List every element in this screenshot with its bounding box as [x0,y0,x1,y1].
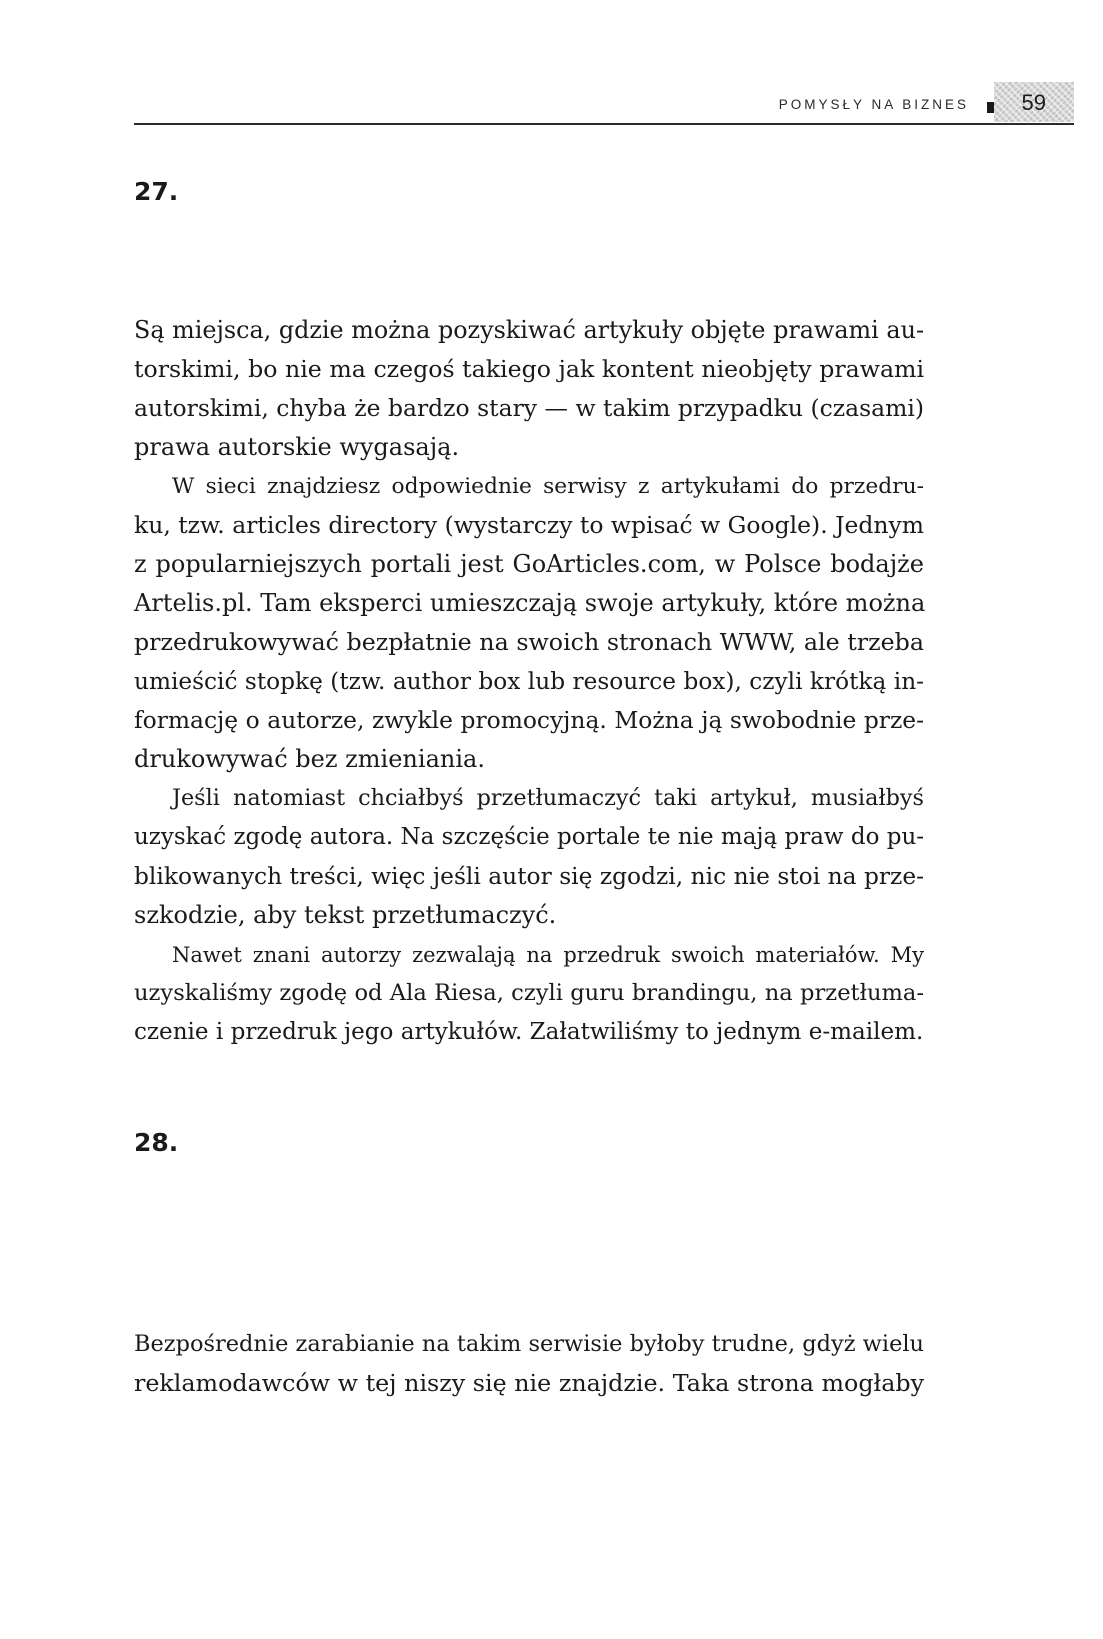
answer-27-paragraph-2 [134,467,924,779]
question-line [134,1161,954,1197]
answer-27-paragraph-3 [134,779,924,935]
text-line: umieścić stopkę (tzw. author box lub resource box), czyli krótką in- [134,668,924,695]
page-number: 59 [1021,90,1046,115]
text-line: czenie i przedruk jego artykułów. Załatwiliśmy to jednym e-mailem. [134,1019,924,1045]
text-line: Bezpośrednie zarabianie na takim serwisie byłoby trudne, gdyż wielu [134,1331,924,1357]
text-line: torskimi, bo nie ma czegoś takiego jak kontent nieobjęty prawami [134,355,924,383]
header-rule [134,123,1074,125]
text-line: z popularniejszych portali jest GoArticles.com, w Polsce bodajże [134,550,924,578]
text-line: uzyskaliśmy zgodę od Ala Riesa, czyli guru brandingu, na przetłuma- [134,980,924,1006]
text-line: autorskimi, chyba że bardzo stary — w takim przypadku (czasami) [134,394,924,422]
text-line: Jeśli natomiast chciałbyś przetłumaczyć taki artykuł, musiałbyś [172,785,924,811]
question-line [134,1269,954,1305]
question-line [134,1233,954,1269]
text-line: Artelis.pl. Tam eksperci umieszczają swoje artykuły, które można [134,589,926,617]
text-line: Są miejsca, gdzie można pozyskiwać artykuły objęte prawami au- [134,316,924,344]
text-line: reklamodawców w tej niszy się nie znajdzie. Taka strona mogłaby [134,1369,924,1397]
question-line [134,246,954,282]
question-27-heading [134,174,954,318]
text-line: ku, tzw. articles directory (wystarczy to wpisać w Google). Jednym [134,511,924,539]
text-line: przedrukowywać bezpłatnie na swoich stronach WWW, ale trzeba [134,628,924,656]
question-number: 28. [134,1128,179,1157]
text-line: prawa autorskie wygasają. [134,433,460,461]
answer-28-paragraph-1 [134,1325,924,1403]
running-header [134,80,1074,126]
question-number: 27. [134,177,179,206]
text-line: blikowanych treści, więc jeśli autor się zgodzi, nic nie stoi na prze- [134,863,924,890]
text-line: uzyskać zgodę autora. Na szczęście portale te nie mają praw do pu- [134,824,924,850]
text-line: Nawet znani autorzy zezwalają na przedruk swoich materiałów. My [172,942,924,967]
question-28-heading [134,1125,954,1341]
text-line: drukowywać bez zmieniania. [134,745,485,773]
text-line: W sieci znajdziesz odpowiednie serwisy z artykułami do przedru- [172,474,924,499]
text-line: formację o autorze, zwykle promocyjną. Można ją swobodnie prze- [134,706,924,734]
question-line [134,210,954,246]
running-header-title: POMYSŁY NA BIZNES [778,97,969,112]
text-line: szkodzie, aby tekst przetłumaczyć. [134,901,557,929]
answer-27-paragraph-4 [134,935,924,1052]
answer-27-paragraph-1 [134,311,924,467]
question-line [134,1197,954,1233]
